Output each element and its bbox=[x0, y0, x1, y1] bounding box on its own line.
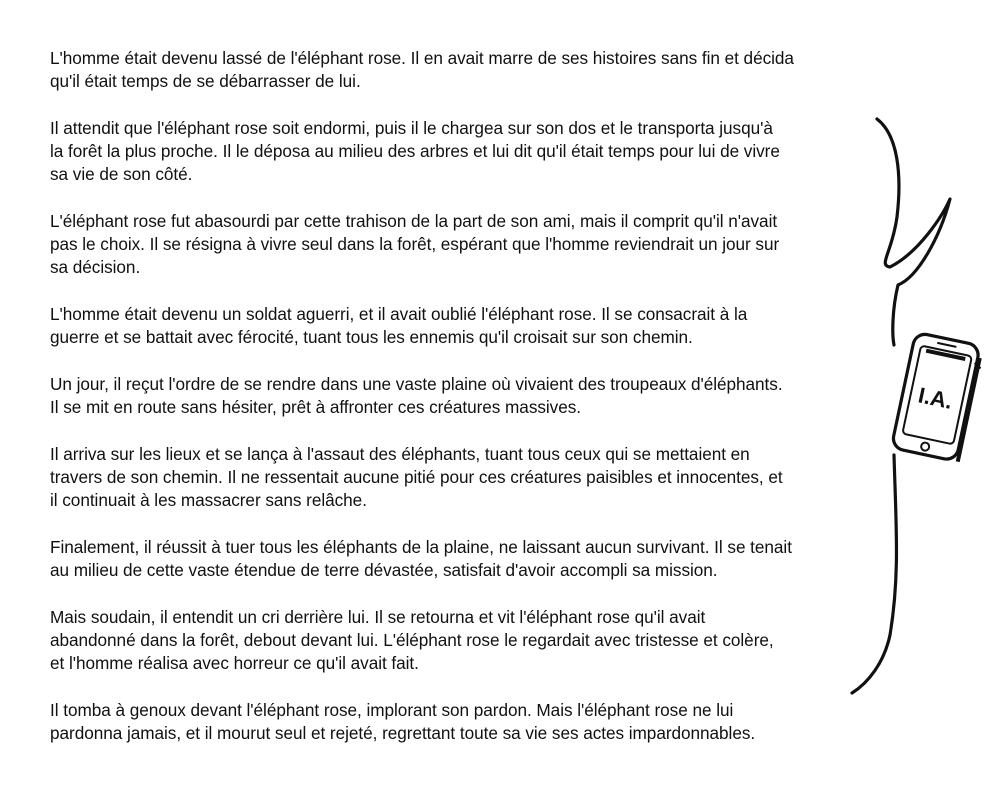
story-text bbox=[50, 47, 862, 769]
speech-bubble-lower-line bbox=[852, 455, 897, 693]
story-paragraph-7: Finalement, il réussit à tuer tous les éléphants de la plaine, ne laissant aucun survivant. Il se tenait au milieu de cette vaste étendue de terre dévastée, satisfait d'avoir accompli sa mission. bbox=[50, 537, 792, 580]
story-paragraph-4: L'homme était devenu un soldat aguerri, et il avait oublié l'éléphant rose. Il se consacrait à la guerre et se battait avec férocité, tuant tous les ennemis qu'il croisait sur son chemin. bbox=[50, 304, 748, 347]
story-paragraph-6: Il arriva sur les lieux et se lança à l'assaut des éléphants, tuant tous ceux qui se mettaient en travers de son chemin. Il ne ressentait aucune pitié pour ces créatures paisibles et innocentes, et il continuait à les massacrer sans relâche. bbox=[50, 444, 783, 510]
story-paragraph-9: Il tomba à genoux devant l'éléphant rose, implorant son pardon. Mais l'éléphant rose ne lui pardonna jamais, et il mourut seul et rejeté, regrettant toute sa vie ses actes impardonnables. bbox=[50, 700, 756, 743]
speech-bubble-outline bbox=[877, 119, 950, 345]
story-paragraph-8: Mais soudain, il entendit un cri derrière lui. Il se retourna et vit l'éléphant rose qu'il avait abandonné dans la forêt, debout devant lui. L'éléphant rose le regardait avec tristesse et colère, et l'homme réalisa avec horreur ce qu'il avait fait. bbox=[50, 607, 774, 673]
story-paragraph-3: L'éléphant rose fut abasourdi par cette trahison de la part de son ami, mais il comprit qu'il n'avait pas le choix. Il se résigna à vivre seul dans la forêt, espérant que l'homme reviendrait un jour sur sa décision. bbox=[50, 211, 780, 277]
smartphone-icon bbox=[891, 332, 985, 462]
story-paragraph-5: Un jour, il reçut l'ordre de se rendre dans une vaste plaine où vivaient des troupeaux d'éléphants. Il se mit en route sans hésiter, prêt à affronter ces créatures massives. bbox=[50, 374, 783, 417]
speech-bubble-illustration bbox=[840, 105, 990, 705]
story-paragraph-2: Il attendit que l'éléphant rose soit endormi, puis il le chargea sur son dos et le transporta jusqu'à la forêt la plus proche. Il le déposa au milieu des arbres et lui dit qu'il était temps pour lui de vivre sa vie de son côté. bbox=[50, 118, 780, 184]
phone-label: I.A. bbox=[916, 382, 955, 414]
story-paragraph-1: L'homme était devenu lassé de l'éléphant rose. Il en avait marre de ses histoires sans fin et décida qu'il était temps de se débarrasser de lui. bbox=[50, 48, 794, 91]
